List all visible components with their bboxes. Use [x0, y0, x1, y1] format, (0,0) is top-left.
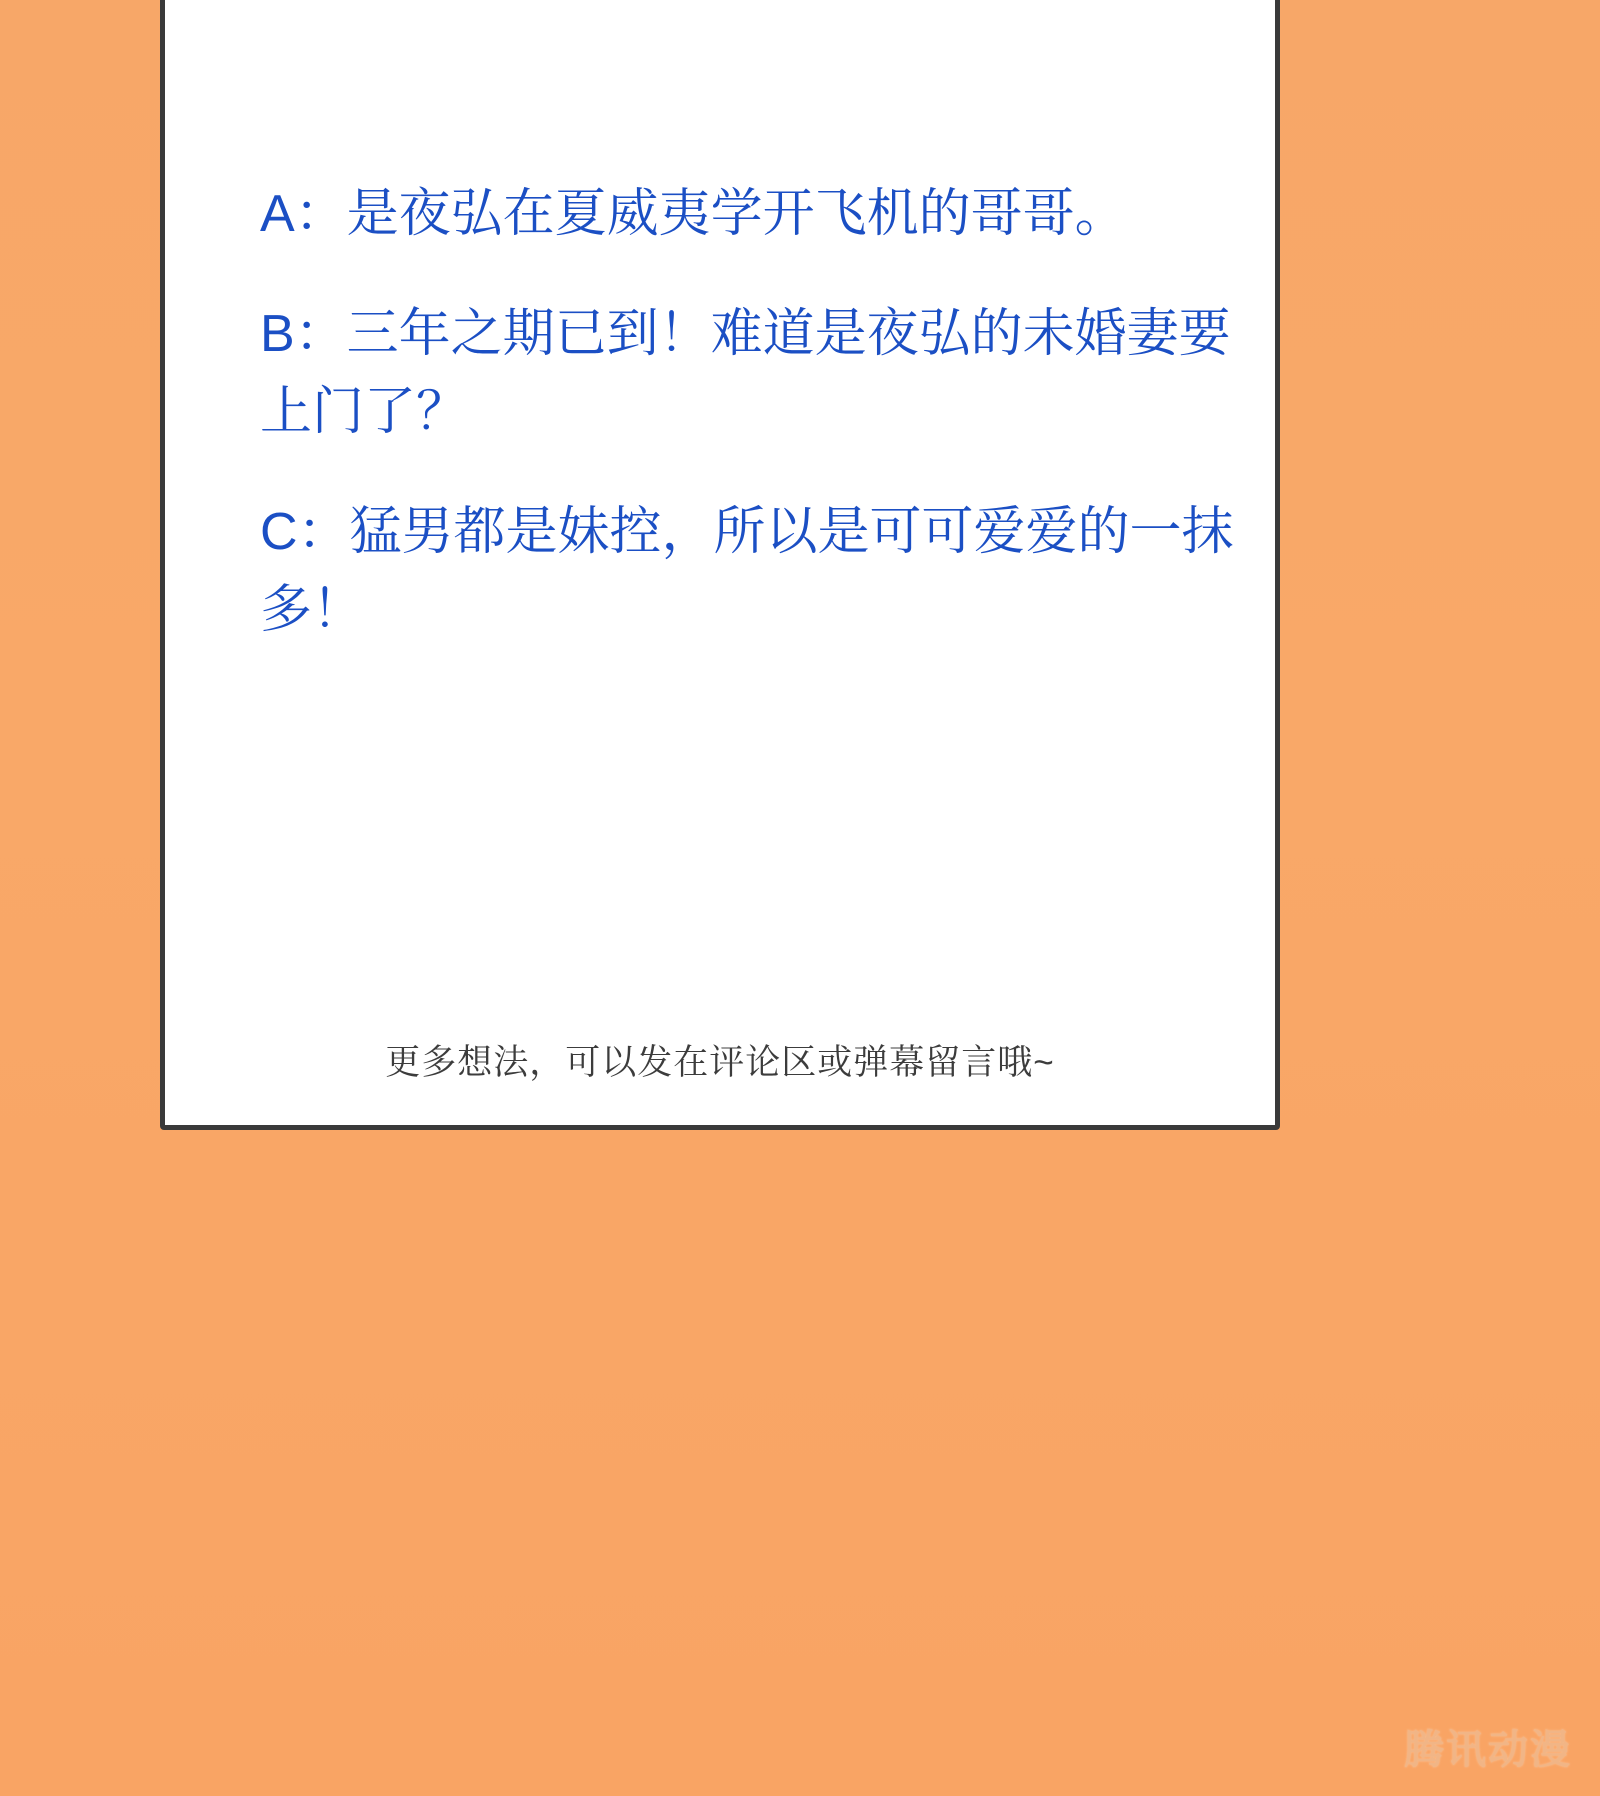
options-list [260, 175, 1270, 691]
question-card [160, 0, 1280, 1130]
option-b: B：三年之期已到！难道是夜弘的未婚妻要上门了？ [260, 305, 1231, 441]
option-a: A：是夜弘在夏威夷学开飞机的哥哥。 [260, 185, 1127, 243]
watermark-logo: 腾讯动漫 [1404, 1727, 1572, 1772]
option-c: C：猛男都是妹控，所以是可可爱爱的一抹多！ [260, 503, 1234, 639]
footer-note: 更多想法，可以发在评论区或弹幕留言哦~ [385, 1043, 1055, 1082]
question-card-content [165, 0, 1275, 1125]
